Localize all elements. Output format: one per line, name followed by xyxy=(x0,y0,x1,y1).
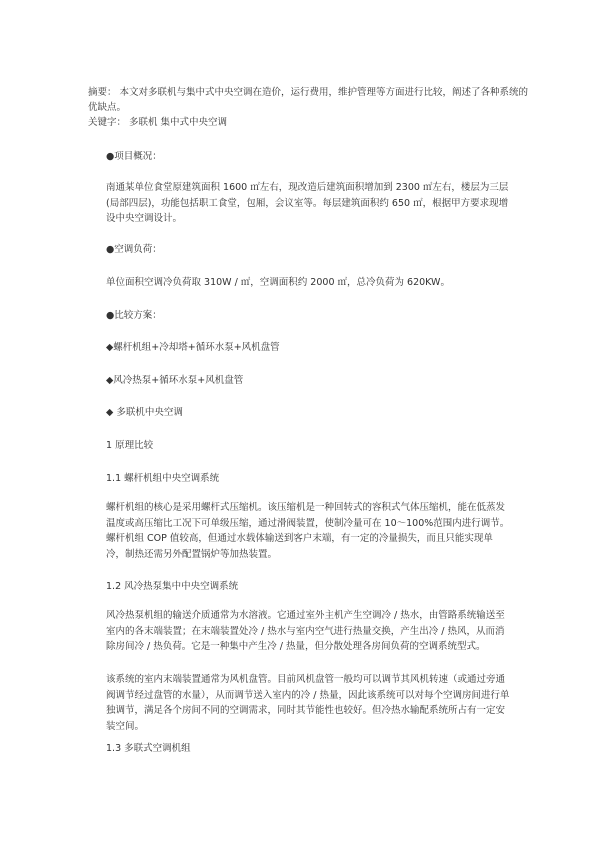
abstract-line-2: 优缺点。 xyxy=(88,102,127,113)
keywords-line: 关键字： 多联机 集中式中央空调 xyxy=(88,117,228,128)
load-heading: ●空调负荷： xyxy=(106,244,162,255)
section-1-2-text-a: 风冷热泵机组的输送介质通常为水溶液。它通过室外主机产生空调冷 / 热水，由管路系统输送至室内的各末端装置；在末端装置处冷 / 热水与室内空气进行热量交换，产生出冷 / 热风，从而消除房间冷 / 热负荷。它是一种集中产生冷 / 热量，但分散处理各房间负荷的空调系统型式。 xyxy=(106,610,505,652)
section-1-2-heading: 1.2 风冷热泵集中中央空调系统 xyxy=(106,581,239,592)
option-3: ◆ 多联机中央空调 xyxy=(106,407,183,418)
project-overview-text: 南通某单位食堂原建筑面积 1600 ㎡左右，现改造后建筑面积增加到 2300 ㎡左右，楼层为三层(局部四层)，功能包括职工食堂，包厢，会议室等。每层建筑面积约 650 ㎡，根据甲方要求现增设中央空调设计。 xyxy=(106,182,509,224)
section-1-1-heading: 1.1 螺杆机组中央空调系统 xyxy=(106,473,220,484)
section-1-2-text-b: 该系统的室内末端装置通常为风机盘管。目前风机盘管一般均可以调节其风机转速（或通过旁通阀调节经过盘管的水量），从而调节送入室内的冷 / 热量，因此该系统可以对每个空调房间进行单独调节，满足各个房间不同的空调需求，同时其节能性也较好。但冷热水输配系统所占有一定安装空间。 xyxy=(106,674,510,732)
project-overview-heading: ●项目概况： xyxy=(106,151,162,162)
option-1: ◆螺杆机组+冷却塔+循环水泵+风机盘管 xyxy=(106,342,280,353)
section-1-heading: 1 原理比较 xyxy=(106,440,154,451)
abstract-line-1: 摘要： 本文对多联机与集中式中央空调在造价，运行费用，维护管理等方面进行比较，阐述了各种系统的 xyxy=(88,87,529,98)
compare-heading: ●比较方案： xyxy=(106,310,162,321)
section-1-3-heading: 1.3 多联式空调机组 xyxy=(106,743,191,754)
option-2: ◆风冷热泵+循环水泵+风机盘管 xyxy=(106,375,244,386)
section-1-1-text: 螺杆机组的核心是采用螺杆式压缩机。该压缩机是一种回转式的容积式气体压缩机，能在低蒸发温度或高压缩比工况下可单级压缩，通过滑阀装置，使制冷量可在 10～100%范围内进行调节。螺杆机组 COP 值较高，但通过水载体输送到客户末端，有一定的冷量损失，而且只能实现单冷，制热还需另外配置锅炉等加热装置。 xyxy=(106,502,510,560)
load-text: 单位面积空调冷负荷取 310W / ㎡，空调面积约 2000 ㎡，总冷负荷为 620KW。 xyxy=(106,277,450,288)
